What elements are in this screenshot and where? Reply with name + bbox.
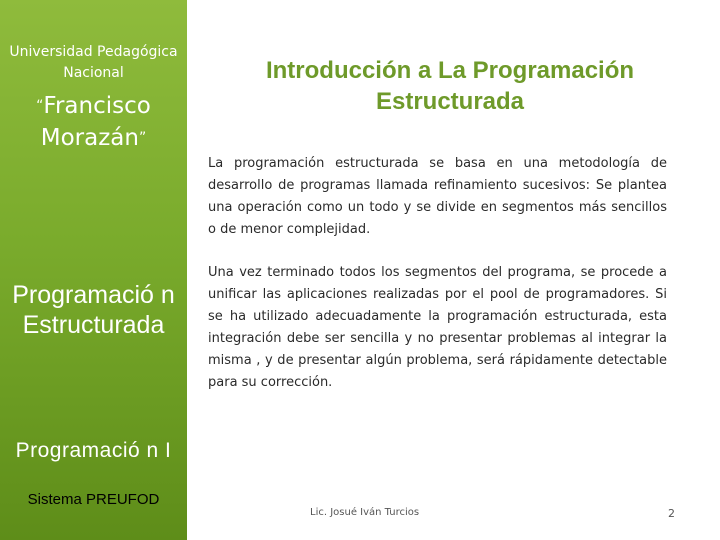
- page-number: 2: [668, 507, 675, 520]
- program-title: Programació n I: [15, 439, 172, 462]
- university-name: Universidad Pedagógica Nacional: [9, 44, 178, 81]
- sidebar-panel: [0, 0, 187, 540]
- name-first: Francisco: [43, 93, 151, 119]
- system-label: Sistema PREUFOD: [27, 491, 160, 508]
- name-second: Morazán: [40, 125, 139, 151]
- paragraph-integracion: Una vez terminado todos los segmentos del programa, se procede a unificar las aplicaciones realizadas por el pool de programadores. Si se ha utilizado adecuadamente la programación estructurada, esta integración debe ser sencilla y no presentar problemas al integrar la misma , y de presentar algún problema, será rápidamente detectable para su corrección.: [208, 265, 667, 390]
- open-quote: “: [36, 98, 44, 114]
- university-name-francisco-morazan: [0, 90, 187, 154]
- slide-title: Introducción a La Programación Estructurada: [265, 57, 635, 115]
- footer-author: Lic. Josué Iván Turcios: [310, 507, 420, 518]
- course-title: Programació n Estructurada: [12, 281, 175, 339]
- paragraph-refinamiento: La programación estructurada se basa en una metodología de desarrollo de programas llamada refinamiento sucesivos: Se plantea una operación como un todo y se divide en segmentos más sencillos o de menor complejidad.: [208, 156, 667, 237]
- close-quote: ”: [138, 130, 147, 146]
